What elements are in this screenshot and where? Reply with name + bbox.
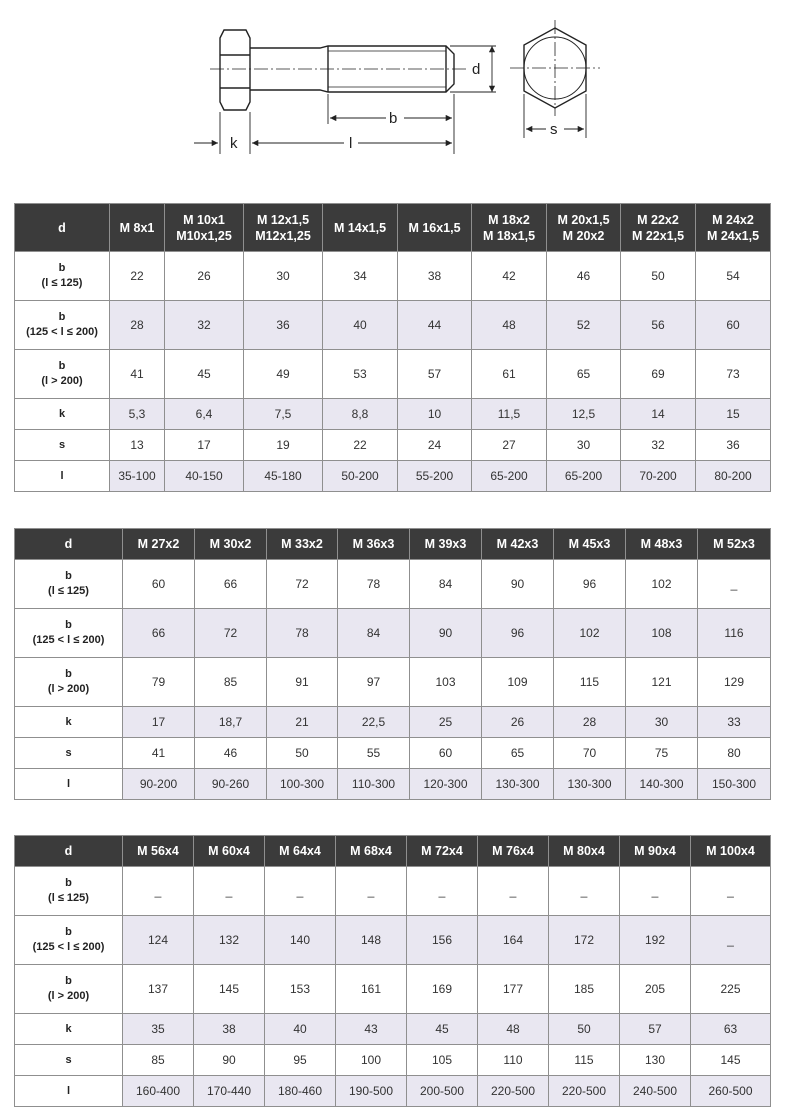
table-cell: 30 [244, 252, 323, 301]
table-cell: 172 [549, 916, 620, 965]
header-row [15, 836, 771, 867]
table-row [15, 658, 771, 707]
size-header: M 30x2 [195, 529, 267, 560]
table-cell: 90 [410, 609, 482, 658]
table-cell: 132 [194, 916, 265, 965]
table-cell: 21 [267, 707, 338, 738]
table-cell: _ [123, 867, 194, 916]
table-cell: 6,4 [165, 399, 244, 430]
table-cell: 160-400 [123, 1076, 194, 1107]
row-label-b-medium: b (125 < l ≤ 200) [15, 609, 123, 658]
table-row [15, 1045, 771, 1076]
table-cell: 52 [547, 301, 621, 350]
table-cell: 100 [336, 1045, 407, 1076]
table-cell: 69 [621, 350, 696, 399]
size-header: M 18x2 M 18x1,5 [472, 204, 547, 252]
table-row [15, 916, 771, 965]
table-row [15, 461, 771, 492]
table-row [15, 252, 771, 301]
table-cell: 72 [195, 609, 267, 658]
table-cell: 84 [338, 609, 410, 658]
table-cell: 65-200 [547, 461, 621, 492]
table-cell: 40 [323, 301, 398, 350]
table-cell: 18,7 [195, 707, 267, 738]
table-cell: 32 [165, 301, 244, 350]
table-cell: 137 [123, 965, 194, 1014]
table-cell: 145 [194, 965, 265, 1014]
table-cell: 72 [267, 560, 338, 609]
table-cell: 108 [626, 609, 698, 658]
table-cell: 7,5 [244, 399, 323, 430]
dimension-label-s: s [550, 121, 558, 138]
table-cell: 97 [338, 658, 410, 707]
table-cell: 66 [195, 560, 267, 609]
table-cell: 22 [323, 430, 398, 461]
table-cell: 140-300 [626, 769, 698, 800]
row-label-b-medium: b (125 < l ≤ 200) [15, 301, 110, 350]
size-header: M 60x4 [194, 836, 265, 867]
table-cell: 185 [549, 965, 620, 1014]
table-cell: 153 [265, 965, 336, 1014]
table-cell: _ [620, 867, 691, 916]
table-cell: 145 [691, 1045, 771, 1076]
dimension-label-k: k [230, 135, 238, 152]
table-cell: 19 [244, 430, 323, 461]
table-cell: 79 [123, 658, 195, 707]
table-cell: 91 [267, 658, 338, 707]
table-cell: 13 [110, 430, 165, 461]
table-cell: 45 [407, 1014, 478, 1045]
table-cell: 14 [621, 399, 696, 430]
table-cell: 22 [110, 252, 165, 301]
table-cell: 110-300 [338, 769, 410, 800]
table-cell: 56 [621, 301, 696, 350]
table-cell: 190-500 [336, 1076, 407, 1107]
table-row [15, 738, 771, 769]
table-row [15, 301, 771, 350]
row-label-b-medium: b (125 < l ≤ 200) [15, 916, 123, 965]
table-cell: 30 [626, 707, 698, 738]
table-cell: 27 [472, 430, 547, 461]
table-row [15, 350, 771, 399]
table-cell: 90 [194, 1045, 265, 1076]
table-cell: 50 [549, 1014, 620, 1045]
dimension-label-l: l [349, 135, 353, 152]
table-cell: 78 [267, 609, 338, 658]
table-cell: 61 [472, 350, 547, 399]
table-cell: 50 [267, 738, 338, 769]
table-row [15, 867, 771, 916]
table-cell: 225 [691, 965, 771, 1014]
table-cell: 28 [554, 707, 626, 738]
table-cell: 46 [547, 252, 621, 301]
table-cell: 73 [696, 350, 771, 399]
table-cell: 53 [323, 350, 398, 399]
table-cell: 109 [482, 658, 554, 707]
header-row [15, 529, 771, 560]
table-cell: 124 [123, 916, 194, 965]
table-row [15, 769, 771, 800]
table-cell: 240-500 [620, 1076, 691, 1107]
row-label-s: s [15, 1045, 123, 1076]
row-label-s: s [15, 430, 110, 461]
table-cell: 22,5 [338, 707, 410, 738]
table-cell: 35-100 [110, 461, 165, 492]
table-cell: _ [691, 867, 771, 916]
size-header: M 42x3 [482, 529, 554, 560]
size-header: M 48x3 [626, 529, 698, 560]
table-cell: 260-500 [691, 1076, 771, 1107]
row-header-d: d [15, 529, 123, 560]
table-cell: 50 [621, 252, 696, 301]
table-cell: 102 [626, 560, 698, 609]
table-cell: _ [336, 867, 407, 916]
size-header: M 20x1,5 M 20x2 [547, 204, 621, 252]
table-cell: 169 [407, 965, 478, 1014]
table-cell: 40-150 [165, 461, 244, 492]
row-label-l: l [15, 1076, 123, 1107]
table-cell: 5,3 [110, 399, 165, 430]
row-label-b-short: b (l ≤ 125) [15, 867, 123, 916]
size-header: M 36x3 [338, 529, 410, 560]
table-cell: 96 [554, 560, 626, 609]
size-header: M 22x2 M 22x1,5 [621, 204, 696, 252]
size-header: M 39x3 [410, 529, 482, 560]
table-cell: 129 [698, 658, 771, 707]
table-cell: 26 [165, 252, 244, 301]
table-cell: 66 [123, 609, 195, 658]
size-header: M 10x1 M10x1,25 [165, 204, 244, 252]
table-cell: 115 [554, 658, 626, 707]
table-cell: 63 [691, 1014, 771, 1045]
row-label-b-short: b (l ≤ 125) [15, 252, 110, 301]
table-row [15, 965, 771, 1014]
row-label-k: k [15, 707, 123, 738]
table-cell: 130 [620, 1045, 691, 1076]
table-cell: 8,8 [323, 399, 398, 430]
bolt-head-outline [220, 30, 250, 110]
table-cell: 95 [265, 1045, 336, 1076]
table-cell: 35 [123, 1014, 194, 1045]
table-cell: 148 [336, 916, 407, 965]
row-label-l: l [15, 461, 110, 492]
table-cell: _ [407, 867, 478, 916]
table-cell: 32 [621, 430, 696, 461]
size-header: M 80x4 [549, 836, 620, 867]
table-cell: 156 [407, 916, 478, 965]
table-cell: 161 [336, 965, 407, 1014]
table-cell: 44 [398, 301, 472, 350]
table-cell: 205 [620, 965, 691, 1014]
dimension-label-d: d [472, 61, 481, 78]
table-cell: 57 [620, 1014, 691, 1045]
table-row [15, 560, 771, 609]
size-header: M 16x1,5 [398, 204, 472, 252]
table-cell: 80 [698, 738, 771, 769]
table-cell: 102 [554, 609, 626, 658]
row-label-l: l [15, 769, 123, 800]
table-cell: 17 [123, 707, 195, 738]
row-label-k: k [15, 1014, 123, 1045]
table-cell: 110 [478, 1045, 549, 1076]
size-header: M 76x4 [478, 836, 549, 867]
table-cell: 103 [410, 658, 482, 707]
table-cell: 40 [265, 1014, 336, 1045]
table-cell: 65 [547, 350, 621, 399]
table-cell: 49 [244, 350, 323, 399]
table-row [15, 399, 771, 430]
table-cell: 41 [123, 738, 195, 769]
row-label-b-short: b (l ≤ 125) [15, 560, 123, 609]
table-cell: 55 [338, 738, 410, 769]
table-cell: 220-500 [478, 1076, 549, 1107]
table-cell: 115 [549, 1045, 620, 1076]
table-cell: 36 [696, 430, 771, 461]
table-cell: 130-300 [554, 769, 626, 800]
row-label-b-long: b (l > 200) [15, 965, 123, 1014]
table-cell: 25 [410, 707, 482, 738]
row-header-d: d [15, 836, 123, 867]
size-header: M 24x2 M 24x1,5 [696, 204, 771, 252]
size-header: M 12x1,5 M12x1,25 [244, 204, 323, 252]
table-cell: 50-200 [323, 461, 398, 492]
table-cell: 65 [482, 738, 554, 769]
table-cell: 45 [165, 350, 244, 399]
table-cell: 60 [410, 738, 482, 769]
table-cell: 60 [696, 301, 771, 350]
table-cell: 48 [478, 1014, 549, 1045]
table-cell: 65-200 [472, 461, 547, 492]
row-label-b-long: b (l > 200) [15, 350, 110, 399]
size-header: M 68x4 [336, 836, 407, 867]
table-cell: 200-500 [407, 1076, 478, 1107]
table-cell: 100-300 [267, 769, 338, 800]
row-label-k: k [15, 399, 110, 430]
table-cell: 48 [472, 301, 547, 350]
size-header: M 100x4 [691, 836, 771, 867]
hex-bolt-drawing [144, 2, 638, 178]
table-cell: 55-200 [398, 461, 472, 492]
table-cell: 220-500 [549, 1076, 620, 1107]
table-cell: _ [698, 560, 771, 609]
table-cell: 46 [195, 738, 267, 769]
table-cell: 192 [620, 916, 691, 965]
size-header: M 14x1,5 [323, 204, 398, 252]
table-cell: 26 [482, 707, 554, 738]
table-cell: 12,5 [547, 399, 621, 430]
size-header: M 45x3 [554, 529, 626, 560]
size-header: M 27x2 [123, 529, 195, 560]
size-header: M 33x2 [267, 529, 338, 560]
table-cell: 28 [110, 301, 165, 350]
spec-table-2 [14, 528, 771, 800]
table-cell: 24 [398, 430, 472, 461]
spec-table-1 [14, 203, 771, 492]
size-header: M 72x4 [407, 836, 478, 867]
size-header: M 90x4 [620, 836, 691, 867]
table-cell: 42 [472, 252, 547, 301]
table-cell: 180-460 [265, 1076, 336, 1107]
table-cell: 15 [696, 399, 771, 430]
table-row [15, 430, 771, 461]
table-cell: 11,5 [472, 399, 547, 430]
table-cell: _ [549, 867, 620, 916]
table-cell: 30 [547, 430, 621, 461]
table-cell: 121 [626, 658, 698, 707]
table-cell: 78 [338, 560, 410, 609]
table-cell: 34 [323, 252, 398, 301]
table-cell: 10 [398, 399, 472, 430]
table-cell: 177 [478, 965, 549, 1014]
size-header: M 64x4 [265, 836, 336, 867]
table-cell: 105 [407, 1045, 478, 1076]
table-cell: 80-200 [696, 461, 771, 492]
table-cell: 90-200 [123, 769, 195, 800]
size-header: M 56x4 [123, 836, 194, 867]
table-row [15, 707, 771, 738]
table-cell: 70 [554, 738, 626, 769]
table-cell: 54 [696, 252, 771, 301]
table-row [15, 1014, 771, 1045]
table-cell: _ [691, 916, 771, 965]
table-cell: 164 [478, 916, 549, 965]
table-cell: 75 [626, 738, 698, 769]
table-cell: 70-200 [621, 461, 696, 492]
table-cell: 90 [482, 560, 554, 609]
table-cell: 90-260 [195, 769, 267, 800]
table-cell: 116 [698, 609, 771, 658]
table-cell: _ [194, 867, 265, 916]
header-row [15, 204, 771, 252]
table-cell: 41 [110, 350, 165, 399]
table-cell: 170-440 [194, 1076, 265, 1107]
spec-table-3 [14, 835, 771, 1107]
table-cell: 45-180 [244, 461, 323, 492]
size-header: M 8x1 [110, 204, 165, 252]
table-cell: 57 [398, 350, 472, 399]
table-cell: 60 [123, 560, 195, 609]
table-cell: _ [478, 867, 549, 916]
row-label-s: s [15, 738, 123, 769]
size-header: M 52x3 [698, 529, 771, 560]
dimension-label-b: b [389, 110, 398, 127]
table-cell: 96 [482, 609, 554, 658]
table-cell: 43 [336, 1014, 407, 1045]
row-header-d: d [15, 204, 110, 252]
table-row [15, 1076, 771, 1107]
table-cell: 17 [165, 430, 244, 461]
table-cell: 33 [698, 707, 771, 738]
table-cell: 130-300 [482, 769, 554, 800]
table-cell: 84 [410, 560, 482, 609]
table-cell: 85 [123, 1045, 194, 1076]
table-cell: 150-300 [698, 769, 771, 800]
table-cell: 120-300 [410, 769, 482, 800]
table-cell: 140 [265, 916, 336, 965]
row-label-b-long: b (l > 200) [15, 658, 123, 707]
table-cell: 38 [194, 1014, 265, 1045]
table-cell: 36 [244, 301, 323, 350]
table-row [15, 609, 771, 658]
table-cell: 38 [398, 252, 472, 301]
table-cell: 85 [195, 658, 267, 707]
table-cell: _ [265, 867, 336, 916]
